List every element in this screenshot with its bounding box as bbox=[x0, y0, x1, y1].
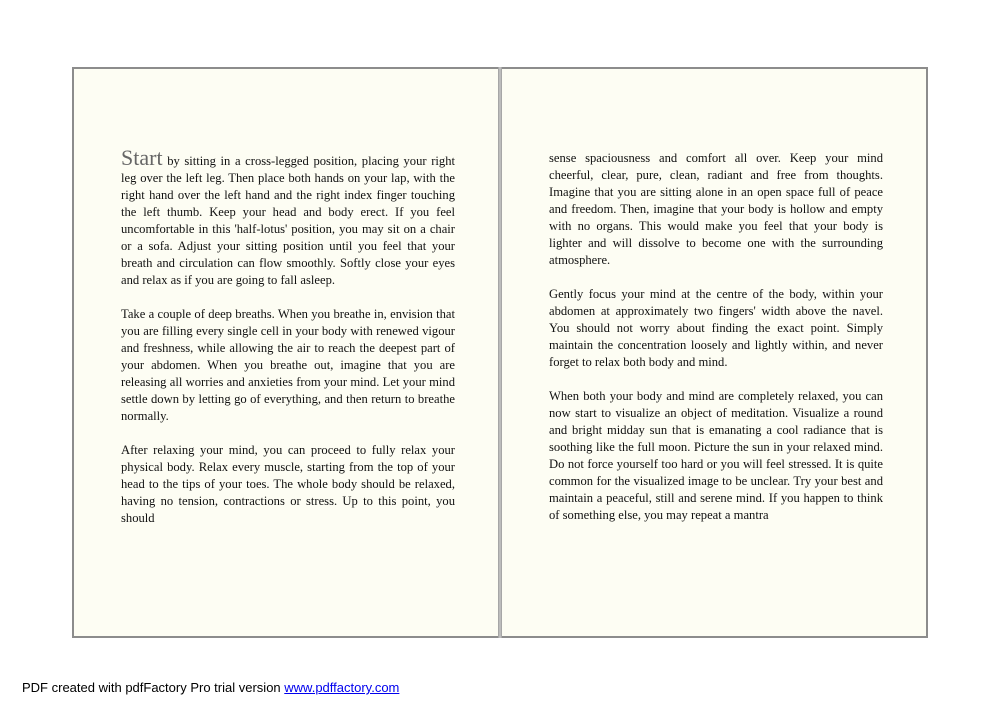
footer-text: PDF created with pdfFactory Pro trial version bbox=[22, 680, 285, 695]
right-page bbox=[502, 69, 926, 636]
paragraph bbox=[121, 145, 455, 289]
paragraph: When both your body and mind are completely relaxed, you can now start to visualize an object of meditation. Visualize a round and bright midday sun that is emanating a cool radiance that is soothing like the full moon. Picture the sun in your relaxed mind. Do not force yourself too hard or you will feel stressed. It is quite common for the visualized image to be unclear. Try your best and maintain a peaceful, still and serene mind. If you happen to think of something else, you may repeat a mantra bbox=[549, 389, 883, 522]
pdf-footer bbox=[22, 680, 399, 695]
left-page bbox=[74, 69, 498, 636]
pdffactory-link[interactable]: www.pdffactory.com bbox=[284, 680, 400, 695]
paragraph: sense spaciousness and comfort all over. Keep your mind cheerful, clear, pure, clean, radiant and free from thoughts. Imagine that you are sitting alone in an open space full of peace and freedom. Then, imagine that your body is hollow and empty with no organs. This would make you feel that your body is lighter and will dissolve to become one with the surrounding atmosphere. bbox=[549, 151, 883, 267]
paragraph: Gently focus your mind at the centre of the body, within your abdomen at approximately two fingers' width above the navel. You should not worry about finding the exact point. Simply maintain the concentration loosely and lightly within, and never forget to relax both body and mind. bbox=[549, 287, 883, 369]
book-spread bbox=[72, 67, 928, 638]
paragraph: After relaxing your mind, you can proceed to fully relax your physical body. Relax every muscle, starting from the top of your head to the tips of your toes. The whole body should be relaxed, having no tension, contractions or stress. Up to this point, you should bbox=[121, 443, 455, 525]
right-page-text bbox=[549, 150, 883, 541]
paragraph: Take a couple of deep breaths. When you breathe in, envision that you are filling every single cell in your body with renewed vigour and freshness, while allowing the air to reach the deepest part of your abdomen. When you breathe out, imagine that you are releasing all worries and anxieties from your mind. Let your mind settle down by letting go of everything, and then return to breathe normally. bbox=[121, 307, 455, 423]
paragraph-text: by sitting in a cross-legged position, placing your right leg over the left leg. Then place both hands on your lap, with the right hand over the left hand and the right index finger touching the left thumb. Keep your head and body erect. If you feel uncomfortable in this 'half-lotus' position, you may sit on a chair or a sofa. Adjust your sitting position until you feel that your breath and circulation can flow smoothly. Softly close your eyes and relax as if you are going to fall asleep. bbox=[121, 154, 455, 287]
lead-word: Start bbox=[121, 145, 163, 170]
left-page-text bbox=[121, 145, 455, 544]
